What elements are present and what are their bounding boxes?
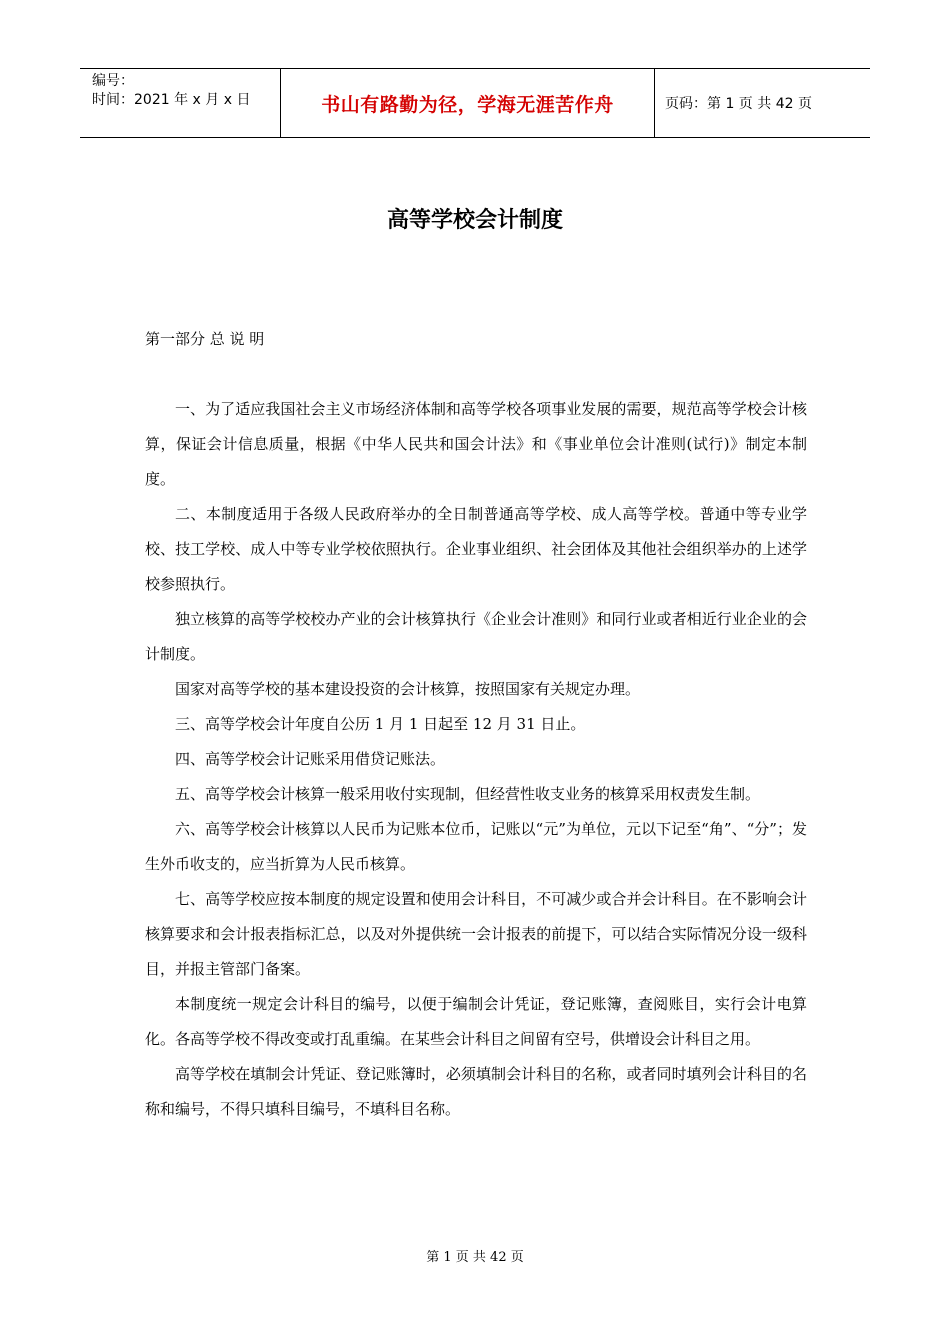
paragraph: 六、高等学校会计核算以人民币为记账本位币，记账以“元”为单位，元以下记至“角”、“分”；发生外币收支的，应当折算为人民币核算。: [145, 820, 807, 873]
document-body: [145, 392, 807, 1127]
header-page-info: 页码：第 1 页 共 42 页: [665, 96, 812, 112]
paragraph: 二、本制度适用于各级人民政府举办的全日制普通高等学校、成人高等学校。普通中等专业学校、技工学校、成人中等专业学校依照执行。企业事业组织、社会团体及其他社会组织举办的上述学校参照执行。: [145, 505, 807, 593]
paragraph: 七、高等学校应按本制度的规定设置和使用会计科目，不可减少或合并会计科目。在不影响会计核算要求和会计报表指标汇总，以及对外提供统一会计报表的前提下，可以结合实际情况分设一级科目，并报主管部门备案。: [145, 890, 807, 978]
paragraph: 高等学校在填制会计凭证、登记账簿时，必须填制会计科目的名称，或者同时填列会计科目的名称和编号，不得只填科目编号，不填科目名称。: [145, 1065, 807, 1118]
paragraph: 三、高等学校会计年度自公历 1 月 1 日起至 12 月 31 日止。: [175, 715, 586, 733]
section-heading: 第一部分 总 说 明: [145, 330, 265, 348]
page-footer: 第 1 页 共 42 页: [426, 1250, 524, 1265]
paragraph: 独立核算的高等学校校办产业的会计核算执行《企业会计准则》和同行业或者相近行业企业的会计制度。: [145, 610, 807, 663]
header-meta: [80, 69, 281, 137]
paragraph: 本制度统一规定会计科目的编号，以便于编制会计凭证，登记账簿，查阅账目，实行会计电算化。各高等学校不得改变或打乱重编。在某些会计科目之间留有空号，供增设会计科目之用。: [145, 995, 807, 1048]
paragraph: 一、为了适应我国社会主义市场经济体制和高等学校各项事业发展的需要，规范高等学校会计核算，保证会计信息质量，根据《中华人民共和国会计法》和《事业单位会计准则(试行)》制定本制度。: [145, 400, 807, 488]
paragraph: 四、高等学校会计记账采用借贷记账法。: [175, 750, 446, 768]
document-title: 高等学校会计制度: [386, 207, 563, 233]
paragraph: 五、高等学校会计核算一般采用收付实现制，但经营性收支业务的核算采用权责发生制。: [175, 785, 761, 803]
time-label: 时间：2021 年 x 月 x 日: [92, 92, 251, 108]
number-label: 编号：: [92, 73, 134, 89]
page-header: [80, 68, 870, 138]
header-motto: 书山有路勤为径，学海无涯苦作舟: [281, 69, 655, 137]
paragraph: 国家对高等学校的基本建设投资的会计核算，按照国家有关规定办理。: [175, 680, 641, 698]
